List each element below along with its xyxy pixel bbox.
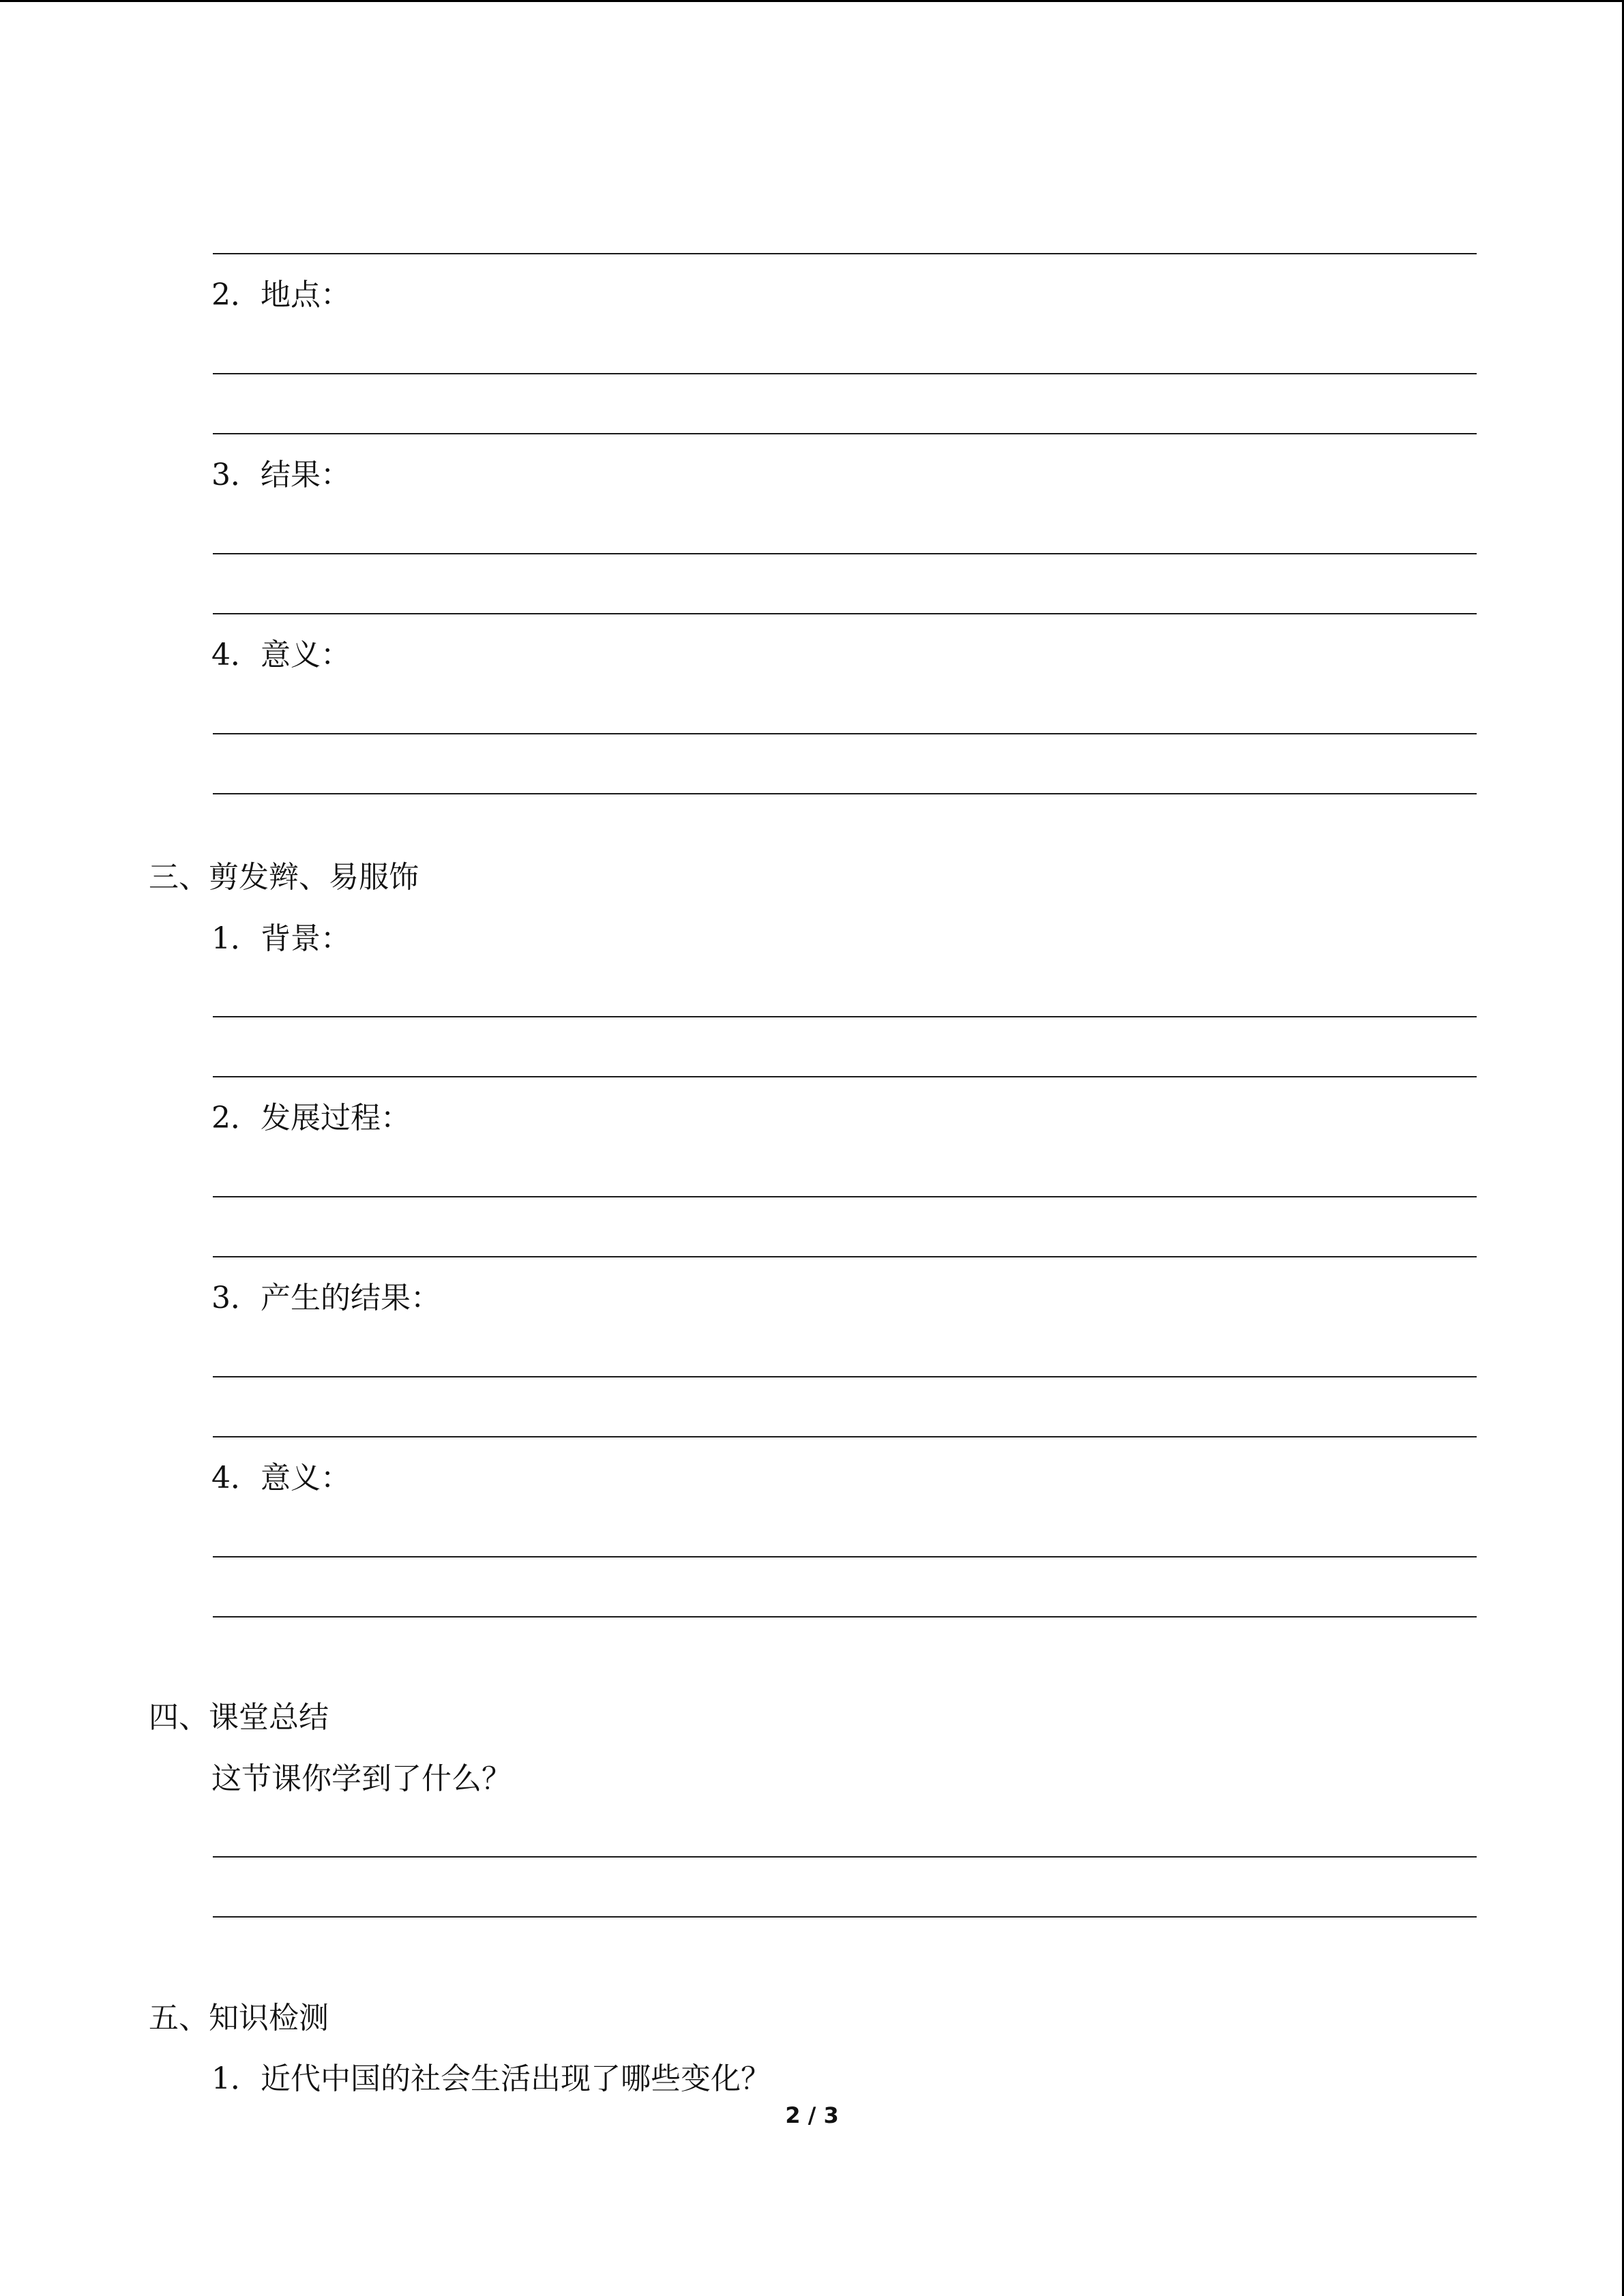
answer-line[interactable] (213, 1076, 1477, 1077)
answer-line[interactable] (213, 733, 1477, 734)
answer-line[interactable] (213, 1616, 1477, 1617)
item-result-label: 3．结果： (211, 458, 351, 492)
section-heading-3: 三、剪发辫、易服饰 (149, 860, 419, 895)
answer-line[interactable] (213, 793, 1477, 794)
answer-line[interactable] (213, 1376, 1477, 1377)
answer-line[interactable] (213, 1196, 1477, 1197)
answer-line[interactable] (213, 433, 1477, 434)
answer-line[interactable] (213, 1016, 1477, 1017)
section-heading-4: 四、课堂总结 (149, 1700, 329, 1735)
answer-line[interactable] (213, 1856, 1477, 1858)
section-heading-5: 五、知识检测 (149, 2001, 329, 2036)
question-1: 1．近代中国的社会生活出现了哪些变化？ (211, 2061, 771, 2096)
answer-line[interactable] (213, 373, 1477, 374)
answer-line[interactable] (213, 613, 1477, 614)
item-location-label: 2．地点： (211, 278, 351, 312)
answer-line[interactable] (213, 1556, 1477, 1557)
answer-line[interactable] (213, 1916, 1477, 1918)
answer-line[interactable] (213, 1436, 1477, 1437)
item-significance-label: 4．意义： (211, 638, 351, 672)
page-border-top (0, 0, 1624, 2)
summary-prompt: 这节课你学到了什么？ (211, 1761, 512, 1796)
item-outcome-label: 3．产生的结果： (211, 1281, 441, 1315)
item-significance-label: 4．意义： (211, 1461, 351, 1495)
page-number: 2 / 3 (785, 2102, 839, 2128)
answer-line[interactable] (213, 253, 1477, 254)
answer-line[interactable] (213, 1256, 1477, 1257)
item-process-label: 2．发展过程： (211, 1101, 411, 1135)
item-background-label: 1．背景： (211, 921, 351, 956)
answer-line[interactable] (213, 553, 1477, 554)
